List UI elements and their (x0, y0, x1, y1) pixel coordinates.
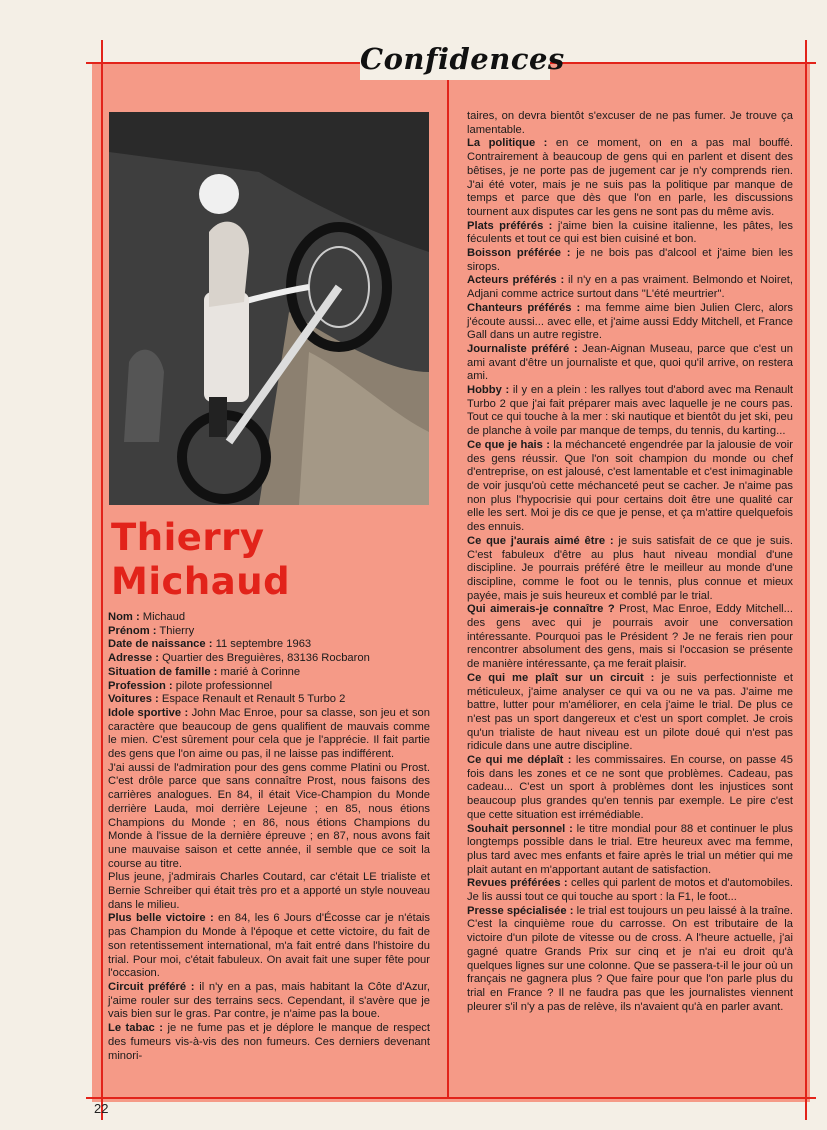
interview-paragraph (467, 274, 793, 301)
question-label: Presse spécialisée : (467, 904, 574, 917)
interview-paragraph (467, 384, 793, 439)
answer-text: J'ai aussi de l'admiration pour des gens comme Platini ou Prost. C'est drôle parce que sans connaître Prost, nous faisons des carrières analogues. En 84, il était Vice-Champion du Monde derrière Lauda, moi derrière Lejeune ; en 85, nous étions Champions du Monde ; en 86, nous étions Champions du Monde à l'issue de la dernière épreuve ; en 87, nous avons fait une mauvaise saison et cette année, il semble que ce soit la course au titre. (108, 761, 430, 870)
answer-text: Plus jeune, j'admirais Charles Coutard, car c'était LE trialiste et Bernie Schreiber qui était très pro et a apporté un style nouveau dans le milieu. (108, 871, 430, 911)
rider-last-name: Michaud (111, 560, 291, 603)
frame-bottom-line (86, 1097, 816, 1099)
question-label: Souhait personnel : (467, 822, 573, 835)
question-label: La politique : (467, 137, 548, 150)
answer-text: j'aime bien la cuisine italienne, les pâtes, les féculents et tout ce qui est bien cuisiné et bon. (467, 219, 794, 246)
question-label: Chanteurs préférés : (467, 301, 581, 314)
interview-paragraph (467, 110, 793, 137)
interview-paragraph (108, 666, 430, 680)
answer-text: il n'y en a pas vraiment. Belmondo et Noiret, Adjani comme actrice surtout dans "L'été meurtrier". (467, 274, 794, 301)
interview-paragraph (108, 981, 430, 1022)
answer-text: il y en a plein : les rallyes tout d'abord avec ma Renault Turbo 2 que j'ai fait préparer mais avec laquelle je ne cours pas. Tout ce qui touche à la mer : ski nautique et bientôt du jet ski, peu de planche à voile par manque de temps, du tennis, du karting... (467, 384, 793, 438)
answer-text: John Mac Enroe, pour sa classe, son jeu et son caractère que beaucoup de gens qualifient de mauvais comme le mien. C'est sûrement pour cela que je l'apprécie. Il fait partie des gens que l'on aime ou pas, il ne laisse pas indifférent. (108, 706, 430, 761)
answer-text: marié à Corinne (217, 665, 301, 678)
rider-photo (109, 112, 429, 505)
answer-text: Jean-Aignan Museau, parce que c'est un ami avant d'être un journaliste et que, quoi qu'il arrive, on restera ami. (467, 342, 793, 383)
interview-paragraph (108, 912, 430, 981)
question-label: Qui aimerais-je connaître ? (467, 603, 615, 616)
answer-text: en ce moment, on en a pas mal bouffé. Contrairement à beaucoup de gens qui en parlent et disent des bêtises, je ne porte pas de jugement car je n'y comprends rien. J'ai été voter, mais je ne suis pas la politique par manque de temps et parce que dès que l'on en parle, les discussions tournent aux disputes car les gens ne sont pas du même avis. (467, 137, 793, 218)
section-title: Confidences (360, 38, 550, 80)
question-label: Acteurs préférés : (467, 274, 565, 287)
answer-text: taires, on devra bientôt s'excuser de ne pas fumer. Je trouve ça lamentable. (467, 110, 793, 136)
question-label: Revues préférées : (467, 877, 568, 890)
answer-text: pilote professionnel (172, 679, 273, 692)
question-label: Ce qui me déplaît : (467, 754, 572, 767)
question-label: Plats préférés : (467, 219, 553, 232)
interview-paragraph (467, 302, 793, 343)
question-label: Situation de famille : (108, 665, 218, 678)
interview-paragraph (467, 603, 793, 672)
interview-paragraph (467, 247, 793, 274)
question-label: Hobby : (467, 384, 510, 397)
photo-illustration (109, 112, 429, 505)
question-label: Circuit préféré : (108, 980, 195, 993)
interview-paragraph (467, 220, 793, 247)
rider-name (111, 516, 431, 604)
interview-paragraph (467, 137, 793, 219)
interview-paragraph (108, 611, 430, 625)
answer-text: la méchanceté engendrée par la jalousie de voir des gens réussir. Que l'on soit champion du monde ou chef d'entreprise, on est jalousé, c'est lamentable et c'est inimaginable de voir jusqu'où cette méchanceté peut se cacher. Je n'aime pas non plus l'hypocrisie qui pour certains doit être une qualité car elle les sert. Moi je dis ce que je pense, et ça m'attire quelquefois des ennuis. (467, 438, 793, 534)
interview-paragraph (467, 877, 793, 904)
question-label: Ce que je hais : (467, 438, 550, 451)
question-label: Date de naissance : (108, 638, 213, 651)
question-label: Nom : (108, 611, 140, 623)
answer-text: il n'y en a pas, mais habitant la Côte d'Azur, j'aime rouler sur des terrains secs. Cependant, il s'avère que je vais bien sur le gras. Par contre, je n'aime pas la boue. (108, 980, 430, 1021)
interview-paragraph (467, 343, 793, 384)
page-number: 22 (94, 1101, 109, 1116)
question-label: Le tabac : (108, 1022, 163, 1035)
interview-paragraph (108, 693, 430, 707)
answer-text: Quartier des Breguières, 83136 Rocbaron (159, 652, 370, 665)
question-label: Profession : (108, 679, 173, 692)
answer-text: je suis perfectionniste et méticuleux, j'aime analyser ce qui va ou ne va pas. J'aime me battre, lutter pour m'améliorer, en cela j'aime le trial. De plus ce n'est pas un sport dangereux et c'est un sport complet. Je crois qu'un trialiste de haut niveau est un pilote doué qui n'est pas ridicule dans une autre discipline. (467, 671, 793, 753)
left-text-column (108, 611, 430, 1063)
answer-text: Prost, Mac Enroe, Eddy Mitchell... des gens avec qui je pourrais avoir une conversation intéressante. Pourquoi pas le Président ? Je ne ferais rien pour rencontrer absolument des gens, mais si l'occasion se présente de manière intéressante, ça me ferait plaisir. (467, 603, 793, 671)
answer-text: ma femme aime bien Julien Clerc, alors j'écoute aussi... avec elle, et j'aime aussi Eddy Mitchell, et France Gall dans un autre registre. (467, 301, 793, 342)
question-label: Ce que j'aurais aimé être : (467, 534, 614, 547)
answer-text: Thierry (156, 624, 195, 637)
answer-text: les commissaires. En course, on passe 45 fois dans les zones et ce ne sont que problèmes. Cadeau, pas cadeau... C'est un sport à problèmes dont les injustices sont beaucoup plus grandes qu'en tennis par exemple. Le pire c'est que cette situation est irrémédiable. (467, 754, 794, 821)
interview-paragraph (108, 638, 430, 652)
frame-left-line (101, 40, 103, 1120)
interview-paragraph (467, 905, 793, 1015)
question-label: Voitures : (108, 693, 159, 706)
answer-text: en 84, les 6 Jours d'Écosse car je n'étais pas Champion du Monde à l'époque et cette victoire, du fait de son retentissement international, m'a fait entré dans l'histoire du trial. Pour moi, c'était fabuleux. On avait fait une super fête pour l'occasion. (108, 912, 431, 980)
answer-text: 11 septembre 1963 (212, 638, 312, 651)
interview-paragraph (467, 672, 793, 754)
answer-text: celles qui parlent de motos et d'automobiles. Je lis aussi tout ce qui touche au sport : la F1, le foot... (467, 877, 793, 904)
interview-paragraph (108, 625, 430, 639)
interview-paragraph (467, 754, 793, 823)
interview-paragraph (108, 1022, 430, 1063)
question-label: Ce qui me plaît sur un circuit : (467, 671, 655, 684)
right-text-column (467, 110, 793, 1014)
interview-paragraph (108, 652, 430, 666)
interview-paragraph (467, 535, 793, 604)
interview-paragraph (467, 439, 793, 535)
answer-text: je ne bois pas d'alcool et j'aime bien les sirops. (467, 247, 793, 273)
interview-paragraph (467, 823, 793, 878)
interview-paragraph (108, 871, 430, 912)
frame-right-line (805, 40, 807, 1120)
answer-text: le titre mondial pour 88 et continuer le plus longtemps possible dans le trial. Etre heureux avec ma femme, plus tard avec mes enfants et faire après le trial un métier qui me plait autant en m'apportant autant de satisfaction. (467, 822, 793, 876)
interview-paragraph (108, 707, 430, 762)
question-label: Plus belle victoire : (108, 912, 214, 925)
question-label: Prénom : (108, 624, 157, 637)
question-label: Journaliste préféré : (467, 342, 578, 355)
interview-paragraph (108, 762, 430, 872)
answer-text: Espace Renault et Renault 5 Turbo 2 (158, 693, 346, 706)
column-divider (447, 62, 449, 1099)
answer-text: je suis satisfait de ce que je suis. C'est fabuleux d'être au plus haut niveau mondial d'une discipline. Je pourrais préféré être le meilleur au monde d'une discipline, comme le foot ou le tennis, plus connue et mieux payée, mais je suis heureux et comblé par le trial. (467, 534, 793, 602)
answer-text: le trial est toujours un peu laissé à la traîne. C'est la cinquième roue du carrosse. On est tributaire de la victoire d'un pilote de vitesse ou de cross. A l'heure actuelle, j'ai gagné quatre Grands Prix sur cinq et je n'ai eu droit qu'à quelques lignes sur une colonne. Que se passera-t-il le jour où un français ne gagnera plus ? Que faire pour que l'on parle plus du trial en France ? Il ne faudra pas que les journalistes viennent pleurer s'il n'y a pas de relève, ils n'avaient qu'à en parler avant. (467, 904, 793, 1013)
question-label: Boisson préférée : (467, 247, 571, 260)
answer-text: Michaud (139, 611, 186, 623)
question-label: Idole sportive : (108, 706, 189, 719)
interview-paragraph (108, 680, 430, 694)
question-label: Adresse : (108, 652, 159, 665)
rider-first-name: Thierry (111, 516, 265, 559)
answer-text: je ne fume pas et je déplore le manque de respect des fumeurs vis-à-vis des non fumeurs. Ces derniers devenant minori- (108, 1022, 430, 1062)
